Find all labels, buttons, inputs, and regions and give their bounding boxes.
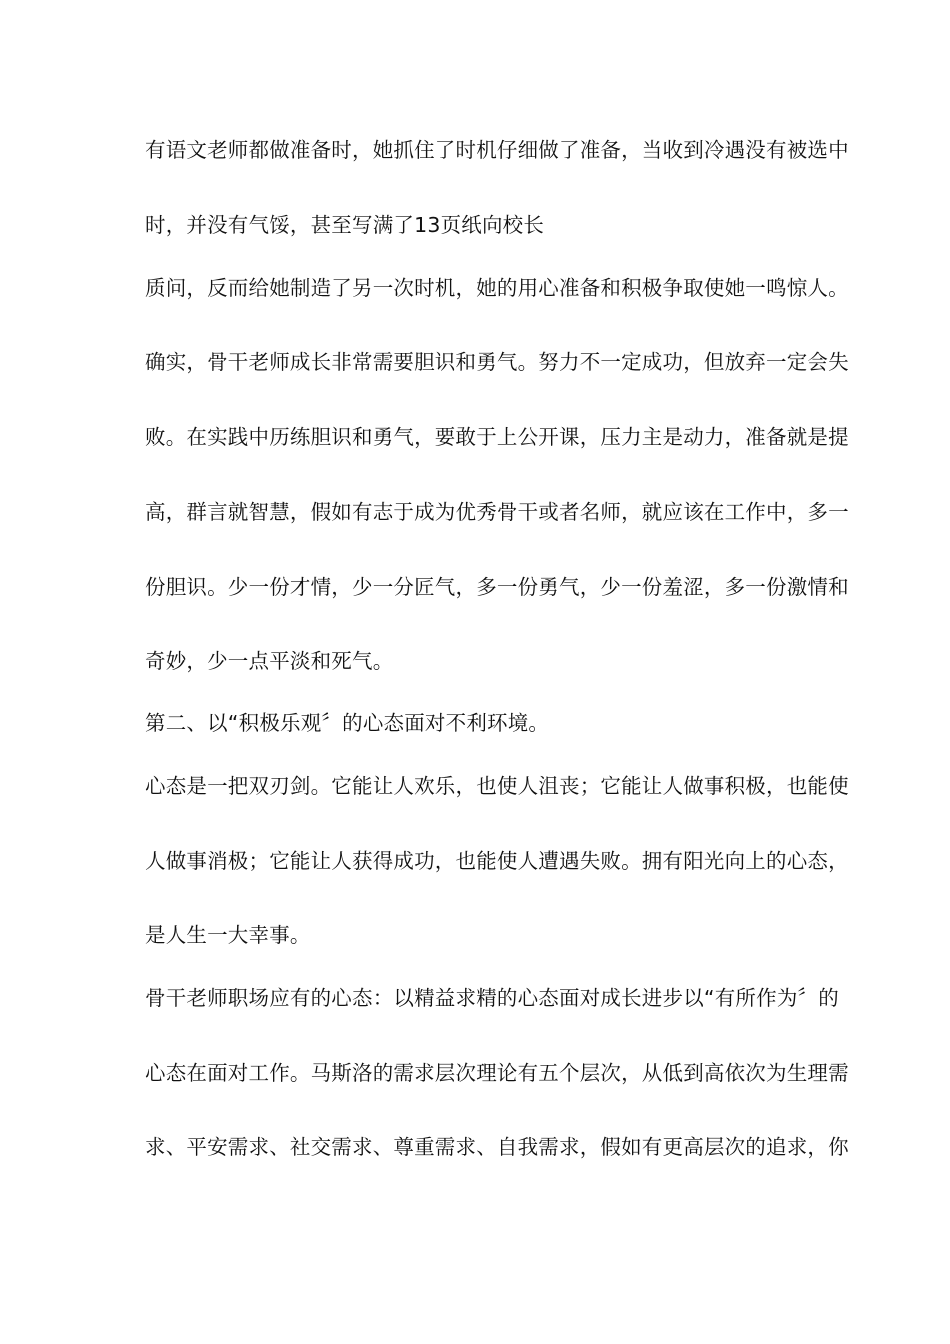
text-line: 有语文老师都做准备时，她抓住了时机仔细做了准备，当收到冷遇没有被选中	[145, 138, 849, 162]
text-line: 败。在实践中历练胆识和勇气，要敢于上公开课，压力主是动力，准备就是提	[145, 425, 849, 449]
text-line: 心态是一把双刃剑。它能让人欢乐，也使人沮丧；它能让人做事积极，也能使	[145, 774, 849, 798]
text-line: 求、平安需求、社交需求、尊重需求、自我需求，假如有更高层次的追求，你	[145, 1135, 849, 1159]
text-line: 是人生一大幸事。	[145, 923, 311, 947]
text-line: 骨干老师职场应有的心态：以精益求精的心态面对成长进步以“有所作为〞的	[145, 986, 839, 1010]
text-line: 心态在面对工作。马斯洛的需求层次理论有五个层次，从低到高依次为生理需	[145, 1061, 849, 1085]
text-line: 份胆识。少一份才情，少一分匠气，多一份勇气，少一份羞涩，多一份激情和	[145, 575, 849, 599]
section-heading: 第二、以“积极乐观〞的心态面对不利环境。	[145, 711, 550, 735]
text-line: 时，并没有气馁，甚至写满了13页纸向校长	[145, 213, 545, 237]
text-line: 人做事消极；它能让人获得成功，也能使人遭遇失败。拥有阳光向上的心态，	[145, 849, 849, 873]
text-line: 高，群言就智慧，假如有志于成为优秀骨干或者名师，就应该在工作中，多一	[145, 500, 849, 524]
text-line: 奇妙，少一点平淡和死气。	[145, 649, 394, 673]
text-line: 确实，骨干老师成长非常需要胆识和勇气。努力不一定成功，但放弃一定会失	[145, 350, 849, 374]
text-line: 质问，反而给她制造了另一次时机，她的用心准备和积极争取使她一鸣惊人。	[145, 276, 849, 300]
